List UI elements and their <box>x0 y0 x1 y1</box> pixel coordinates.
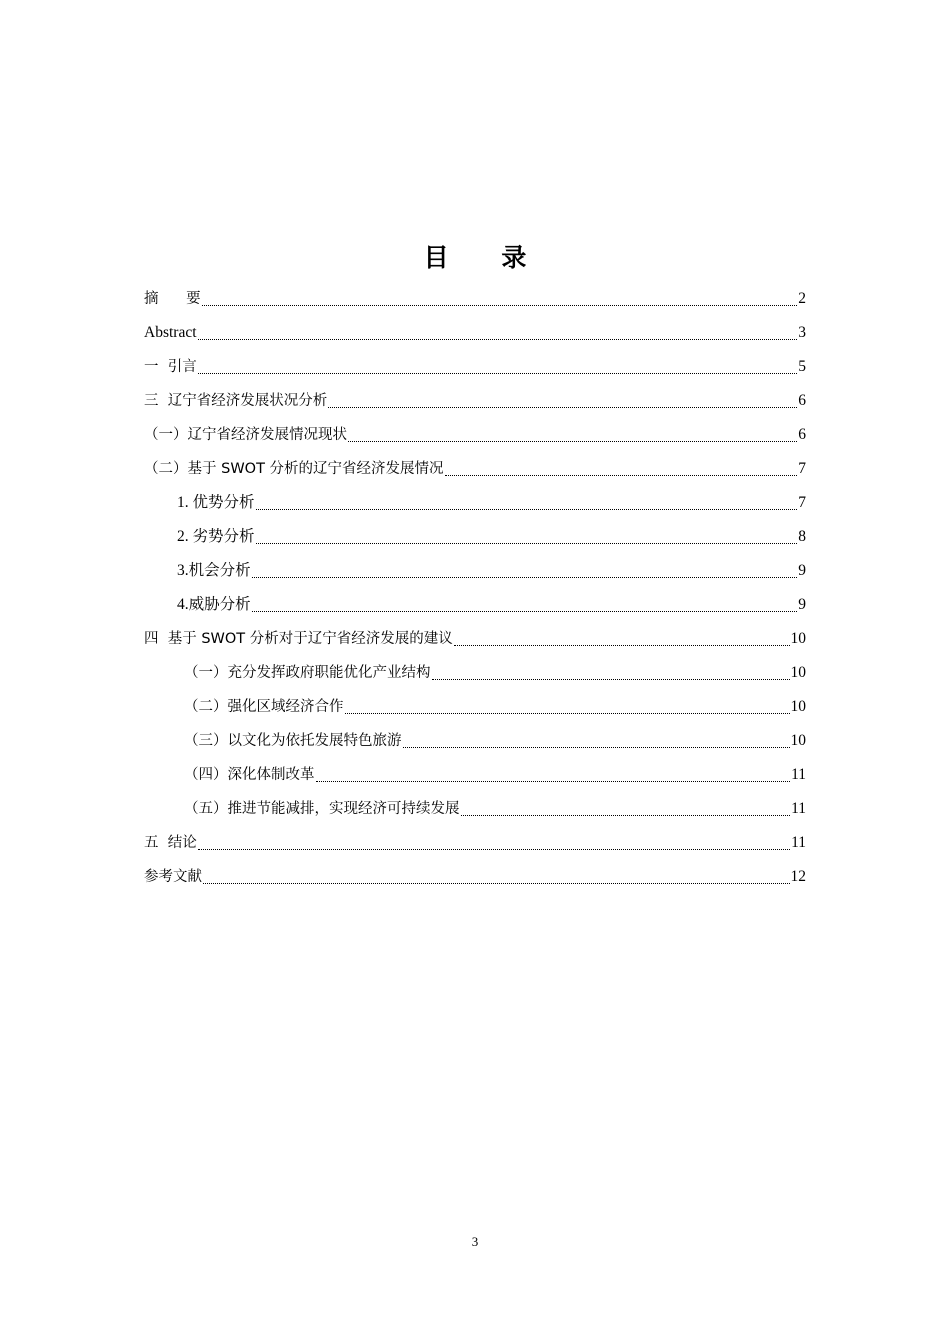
toc-entry-section-4-1[interactable] <box>184 656 806 690</box>
toc-dot-leader <box>256 493 798 513</box>
toc-entry-references[interactable] <box>144 860 806 894</box>
toc-entry-section-4-4[interactable] <box>184 758 806 792</box>
toc-entry-page: 10 <box>790 664 806 681</box>
toc-entry-label: （一）充分发挥政府职能优化产业结构 <box>184 665 431 681</box>
toc-dot-leader <box>198 323 798 343</box>
toc-dot-leader <box>345 697 790 717</box>
toc-entry-page: 10 <box>790 732 806 749</box>
toc-entry-strengths[interactable] <box>177 486 806 520</box>
toc-dot-leader <box>348 425 797 445</box>
toc-entry-conclusion[interactable] <box>144 826 806 860</box>
toc-entry-section-3-1[interactable] <box>144 418 806 452</box>
toc-entry-label: （五）推进节能减排，实现经济可持续发展 <box>184 801 460 817</box>
toc-entry-label: （二）强化区域经济合作 <box>184 699 344 715</box>
toc-entry-section-3[interactable] <box>144 384 806 418</box>
toc-entry-abstract-en[interactable] <box>144 316 806 350</box>
toc-entry-page: 10 <box>790 630 806 647</box>
toc-dot-leader <box>454 629 790 649</box>
toc-entry-page: 12 <box>790 868 806 885</box>
toc-dot-leader <box>328 391 797 411</box>
toc-dot-leader <box>198 357 798 377</box>
toc-entry-page: 11 <box>791 800 806 817</box>
toc-entry-label: 五 结论 <box>144 835 197 851</box>
toc-entry-page: 5 <box>798 358 806 375</box>
page-number: 3 <box>471 1234 479 1249</box>
toc-dot-leader <box>461 799 791 819</box>
toc-entry-label: （三）以文化为依托发展特色旅游 <box>184 733 402 749</box>
toc-entry-page: 8 <box>798 528 806 545</box>
toc-entry-section-4[interactable] <box>144 622 806 656</box>
toc-entry-section-3-2[interactable] <box>144 452 806 486</box>
toc-dot-leader <box>202 289 798 309</box>
toc-entry-introduction[interactable] <box>144 350 806 384</box>
toc-entry-section-4-2[interactable] <box>184 690 806 724</box>
toc-entry-label: （二）基于 SWOT 分析的辽宁省经济发展情况 <box>144 461 444 477</box>
toc-dot-leader <box>432 663 790 683</box>
toc-entry-label: 一 引言 <box>144 359 197 375</box>
toc-dot-leader <box>403 731 790 751</box>
toc-entry-label: 2. 劣势分析 <box>177 528 255 545</box>
toc-entry-page: 6 <box>798 392 806 409</box>
toc-entry-page: 3 <box>798 324 806 341</box>
toc-entry-label: 摘 要 <box>144 291 201 307</box>
toc-entry-label: 4.威胁分析 <box>177 596 251 613</box>
toc-dot-leader <box>252 595 798 615</box>
toc-entry-page: 6 <box>798 426 806 443</box>
toc-entry-section-4-3[interactable] <box>184 724 806 758</box>
toc-entry-page: 9 <box>798 562 806 579</box>
toc-entry-page: 11 <box>791 834 806 851</box>
toc-entry-label: 三 辽宁省经济发展状况分析 <box>144 393 328 409</box>
toc-dot-leader <box>256 527 798 547</box>
toc-entry-abstract-cn[interactable] <box>144 282 806 316</box>
toc-entry-page: 7 <box>798 460 806 477</box>
toc-entry-label: Abstract <box>144 324 197 341</box>
toc-dot-leader <box>252 561 798 581</box>
toc-entry-page: 9 <box>798 596 806 613</box>
toc-entry-section-4-5[interactable] <box>184 792 806 826</box>
toc-entry-page: 10 <box>790 698 806 715</box>
toc-entry-label: （一）辽宁省经济发展情况现状 <box>144 427 347 443</box>
toc-entry-page: 11 <box>791 766 806 783</box>
toc-entry-label: 1. 优势分析 <box>177 494 255 511</box>
toc-entry-page: 7 <box>798 494 806 511</box>
toc-dot-leader <box>203 867 790 887</box>
toc-entry-weaknesses[interactable] <box>177 520 806 554</box>
toc-entry-label: 参考文献 <box>144 869 202 885</box>
page-title: 目 录 <box>423 243 549 272</box>
toc-dot-leader <box>316 765 791 785</box>
toc-dot-leader <box>445 459 798 479</box>
toc-dot-leader <box>198 833 790 853</box>
toc-entry-page: 2 <box>798 290 806 307</box>
toc-entry-label: 四 基于 SWOT 分析对于辽宁省经济发展的建议 <box>144 631 453 647</box>
toc-entry-opportunities[interactable] <box>177 554 806 588</box>
toc-entry-threats[interactable] <box>177 588 806 622</box>
toc-entry-label: （四）深化体制改革 <box>184 767 315 783</box>
toc-entry-label: 3.机会分析 <box>177 562 251 579</box>
